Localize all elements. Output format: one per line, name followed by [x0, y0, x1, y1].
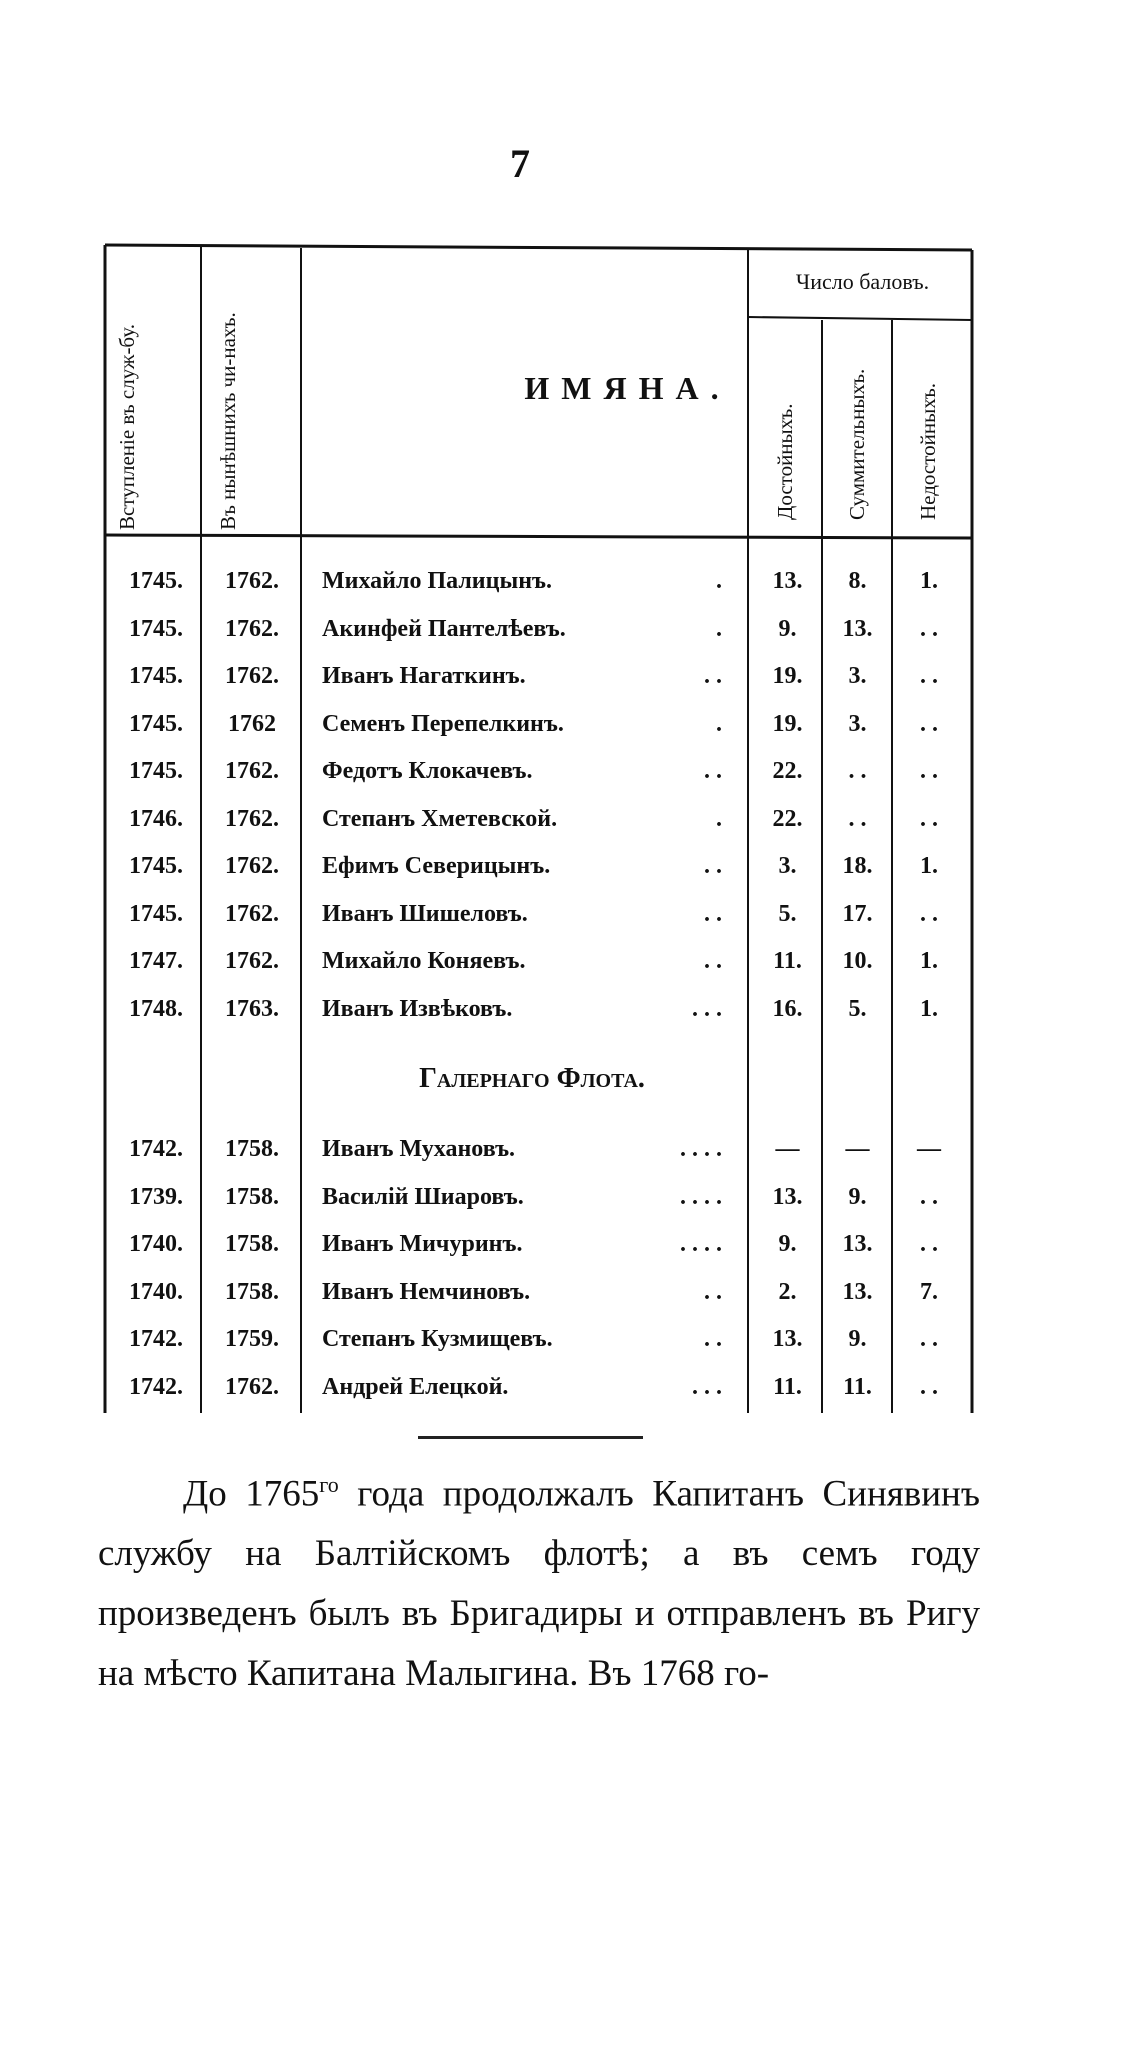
- sufficient-count: 3.: [848, 710, 867, 737]
- unworthy-count: . .: [920, 1183, 938, 1210]
- dot-leader: . . . .: [680, 1136, 722, 1162]
- sufficient-count: 9.: [848, 1326, 867, 1352]
- worthy-count: 13.: [772, 1183, 803, 1210]
- officer-name: [322, 901, 732, 928]
- unworthy-count: 7.: [920, 1278, 938, 1305]
- dot-leader: . . .: [692, 995, 722, 1022]
- officer-name: [322, 758, 732, 785]
- unworthy-count: . .: [920, 615, 938, 642]
- unworthy-count: 1.: [920, 948, 938, 974]
- officer-name-text: Иванъ Нагаткинъ.: [322, 663, 526, 689]
- table-row: [100, 1176, 975, 1224]
- rank-year: 1762.: [225, 805, 279, 832]
- worthy-count: 3.: [778, 853, 797, 879]
- dot-leader: . .: [704, 663, 722, 689]
- officer-name-text: Андрей Елецкой.: [322, 1373, 509, 1400]
- officer-name-text: Акинфей Пантелѣевъ.: [322, 615, 566, 642]
- separator-rule: [418, 1436, 643, 1439]
- officer-name-text: Ефимъ Северицынъ.: [322, 853, 551, 879]
- dot-leader: . . . .: [680, 1183, 722, 1210]
- dot-leader: .: [716, 568, 722, 594]
- worthy-count: 16.: [772, 995, 803, 1022]
- officer-name: [322, 1374, 732, 1401]
- sufficient-count: 9.: [848, 1183, 867, 1210]
- galley-fleet-rows: [100, 1128, 975, 1413]
- table-body: [100, 560, 975, 1413]
- entry-year: 1739.: [129, 1183, 183, 1210]
- worthy-count: 22.: [772, 805, 803, 832]
- entry-year: 1745.: [129, 900, 183, 927]
- officer-name-text: Федотъ Клокачевъ.: [322, 758, 533, 784]
- dot-leader: . . . .: [680, 1231, 722, 1257]
- section-title: Галернаго Флота.: [419, 1063, 645, 1094]
- worthy-count: 22.: [772, 758, 803, 784]
- worthy-count: 13.: [772, 568, 803, 594]
- officer-name: [322, 1231, 732, 1258]
- sufficient-count: 13.: [842, 1278, 873, 1305]
- table-row: [100, 1366, 975, 1414]
- unworthy-count: —: [917, 1136, 941, 1162]
- unworthy-count: 1.: [920, 995, 938, 1022]
- unworthy-count: . .: [920, 900, 938, 927]
- officer-name: [322, 1184, 732, 1211]
- officer-name: [322, 568, 732, 595]
- sufficient-count: 11.: [843, 1373, 872, 1400]
- unworthy-count: 1.: [920, 853, 938, 879]
- rank-year: 1758.: [225, 1183, 279, 1210]
- officer-name: [322, 1136, 732, 1163]
- officer-name-text: Иванъ Шишеловъ.: [322, 900, 528, 927]
- worthy-count: 9.: [778, 1231, 797, 1257]
- unworthy-count: . .: [920, 1231, 938, 1257]
- paragraph-start: До 1765: [183, 1473, 320, 1515]
- dot-leader: . . .: [692, 1373, 722, 1400]
- sufficient-count: 8.: [848, 568, 867, 594]
- worthy-count: 9.: [778, 615, 797, 642]
- entry-year: 1740.: [129, 1278, 183, 1305]
- dot-leader: .: [716, 615, 722, 642]
- galley-fleet-heading: [100, 1035, 975, 1128]
- entry-year: 1745.: [129, 615, 183, 642]
- officer-name: [322, 711, 732, 738]
- worthy-count: 19.: [772, 663, 803, 689]
- unworthy-count: . .: [920, 663, 938, 689]
- officer-name-text: Василій Шиаровъ.: [322, 1183, 524, 1210]
- rank-year: 1763.: [225, 995, 279, 1022]
- table-row: [100, 750, 975, 798]
- page-number: 7: [510, 141, 530, 186]
- unworthy-count: . .: [920, 1326, 938, 1352]
- table-row: [100, 893, 975, 941]
- officer-name: [322, 1279, 732, 1306]
- officer-name-text: Иванъ Мичуринъ.: [322, 1231, 523, 1257]
- header-unworthy: Недостойныхъ.: [916, 382, 940, 520]
- officer-name-text: Семенъ Перепелкинъ.: [322, 710, 564, 737]
- officer-name: [322, 616, 732, 643]
- entry-year: 1745.: [129, 568, 183, 594]
- sufficient-count: 17.: [842, 900, 873, 927]
- entry-year: 1747.: [129, 948, 183, 974]
- sufficient-count: . .: [848, 758, 867, 784]
- rank-year: 1762.: [225, 568, 279, 594]
- sufficient-count: —: [845, 1136, 870, 1162]
- rank-year: 1762: [228, 710, 276, 737]
- header-bottom-rule: [105, 535, 972, 538]
- rank-year: 1762.: [225, 758, 279, 784]
- rank-year: 1762.: [225, 948, 279, 974]
- table-top-rule: [105, 245, 972, 250]
- rank-year: 1762.: [225, 900, 279, 927]
- worthy-count: 5.: [778, 900, 797, 927]
- officer-name: [322, 853, 732, 880]
- table-row: [100, 988, 975, 1036]
- header-names: ИМЯНА.: [524, 370, 731, 406]
- table-row: [100, 655, 975, 703]
- rank-year: 1762.: [225, 663, 279, 689]
- rank-year: 1762.: [225, 615, 279, 642]
- sufficient-count: . .: [848, 805, 867, 832]
- rank-year: 1759.: [225, 1326, 279, 1352]
- entry-year: 1742.: [129, 1373, 183, 1400]
- entry-year: 1745.: [129, 853, 183, 879]
- dot-leader: . .: [704, 948, 722, 974]
- body-paragraph: [98, 1455, 980, 1704]
- worthy-count: 11.: [773, 1373, 802, 1400]
- unworthy-count: . .: [920, 758, 938, 784]
- table-row: [100, 703, 975, 751]
- entry-year: 1745.: [129, 758, 183, 784]
- officer-name-text: Михайло Палицынъ.: [322, 568, 553, 594]
- table-row: [100, 608, 975, 656]
- worthy-count: 13.: [772, 1326, 803, 1352]
- rank-year: 1758.: [225, 1136, 279, 1162]
- dot-leader: .: [716, 805, 722, 832]
- entry-year: 1742.: [129, 1136, 183, 1162]
- worthy-count: 2.: [778, 1278, 797, 1305]
- unworthy-count: 1.: [920, 568, 938, 594]
- entry-year: 1748.: [129, 995, 183, 1022]
- dot-leader: . .: [704, 900, 722, 927]
- worthy-count: 11.: [773, 948, 802, 974]
- sufficient-count: 13.: [842, 615, 873, 642]
- entry-year: 1745.: [129, 710, 183, 737]
- rank-year: 1758.: [225, 1231, 279, 1257]
- sufficient-count: 5.: [848, 995, 867, 1022]
- header-current-rank: Въ нынѣшнихъ чи-нахъ.: [216, 312, 240, 530]
- paragraph-superscript: го: [319, 1472, 339, 1497]
- officer-name-text: Михайло Коняевъ.: [322, 948, 526, 974]
- table-row: [100, 1223, 975, 1271]
- entry-year: 1745.: [129, 663, 183, 689]
- entry-year: 1746.: [129, 805, 183, 832]
- sufficient-count: 18.: [842, 853, 873, 879]
- worthy-count: —: [775, 1136, 800, 1162]
- dot-leader: . .: [704, 758, 722, 784]
- table-row: [100, 560, 975, 608]
- entry-year: 1740.: [129, 1231, 183, 1257]
- table-row: [100, 1271, 975, 1319]
- officer-name-text: Степанъ Хметевской.: [322, 805, 558, 832]
- table-row: [100, 1128, 975, 1176]
- officer-name: [322, 806, 732, 833]
- unworthy-count: . .: [920, 710, 938, 737]
- table-row: [100, 798, 975, 846]
- sufficient-count: 3.: [848, 663, 867, 689]
- officer-name: [322, 996, 732, 1023]
- dot-leader: . .: [704, 1278, 722, 1305]
- dot-leader: . .: [704, 1326, 722, 1352]
- header-sufficient: Суммительныхъ.: [845, 368, 869, 520]
- baltic-fleet-rows: [100, 560, 975, 1035]
- sufficient-count: 10.: [842, 948, 873, 974]
- officer-name: [322, 1326, 732, 1353]
- officer-name-text: Иванъ Немчиновъ.: [322, 1278, 531, 1305]
- officer-name-text: Иванъ Мухановъ.: [322, 1136, 516, 1162]
- header-service-entry: Вступленіе въ служ-бу.: [115, 324, 139, 530]
- header-worthy: Достойныхъ.: [773, 403, 797, 520]
- rank-year: 1762.: [225, 1373, 279, 1400]
- score-group-rule: [748, 317, 972, 320]
- table-row: [100, 1318, 975, 1366]
- unworthy-count: . .: [920, 1373, 938, 1400]
- rank-year: 1762.: [225, 853, 279, 879]
- officer-name: [322, 663, 732, 690]
- dot-leader: . .: [704, 853, 722, 879]
- unworthy-count: . .: [920, 805, 938, 832]
- rank-year: 1758.: [225, 1278, 279, 1305]
- officer-name-text: Степанъ Кузмищевъ.: [322, 1326, 553, 1352]
- dot-leader: .: [716, 710, 722, 737]
- officer-name-text: Иванъ Извѣковъ.: [322, 995, 513, 1022]
- worthy-count: 19.: [772, 710, 803, 737]
- entry-year: 1742.: [129, 1326, 183, 1352]
- table-row: [100, 845, 975, 893]
- sufficient-count: 13.: [842, 1231, 873, 1257]
- header-score-group: Число баловъ.: [795, 269, 930, 294]
- paragraph-rest: года продолжалъ Капитанъ Синявинъ службу на Балтійскомъ флотѣ; а въ семъ году произведенъ былъ въ Бригадиры и отправленъ въ Ригу на мѣсто Капитана Малыгина. Въ 1768 го-: [98, 1473, 980, 1695]
- officers-table: [100, 245, 975, 1415]
- officer-name: [322, 948, 732, 975]
- table-row: [100, 940, 975, 988]
